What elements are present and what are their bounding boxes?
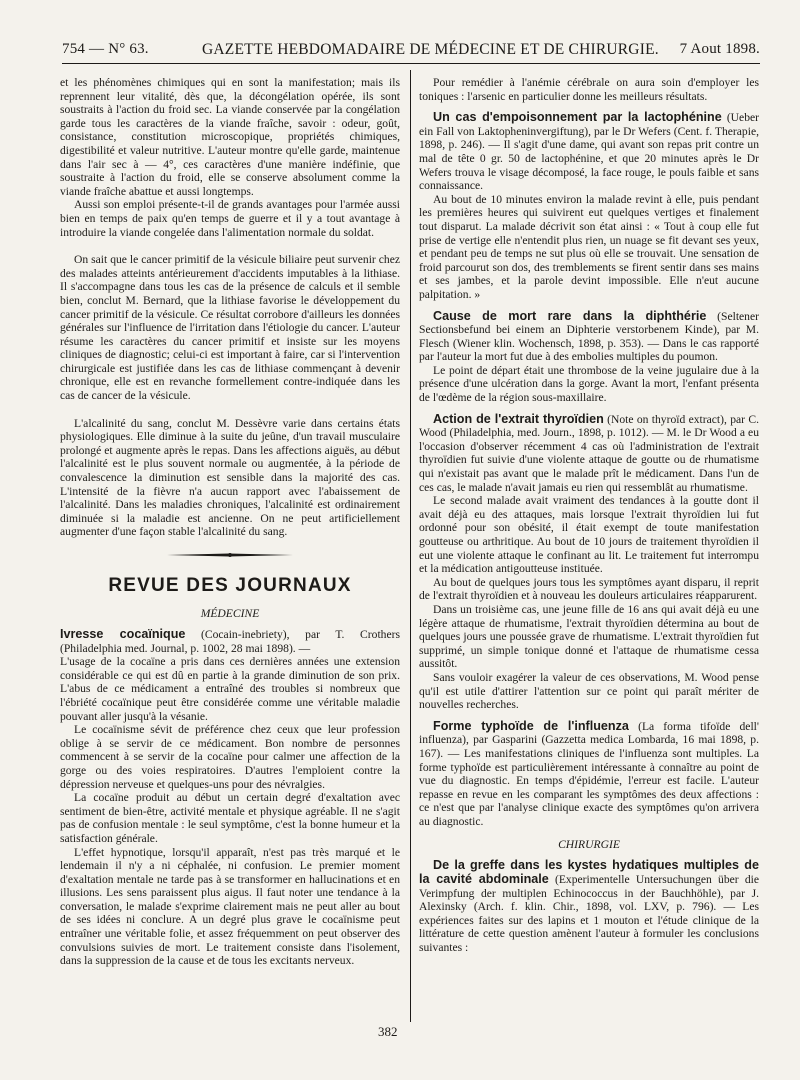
paragraph: L'effet hypnotique, lorsqu'il apparaît, n'est pas très marqué et le lendemain il n'y a ni céphalée, ni confusion. Le premier moment d'exaltation mentale ne tarde pas à se transformer en hallucinations et en illusions. Les sens paraissent plus aigus. Il faut noter une tendance à la conversation, le malade s'exprime clairement mais ne peut aller au bout de ses idées ni conclure. A un degré plus grave le cocaïnisme peut entraîner une véritable folie, et assez fréquemment on peut observer des convulsions suivies de mort. Le traitement consiste dans l'isolement, dans la suppression de la cause et de tous les excitants nerveux. bbox=[60, 845, 400, 968]
article-lead bbox=[419, 111, 759, 193]
article-text: Dans le cas rapporté par l'auteur la mort fut due à des embolies multiples du poumon. bbox=[419, 336, 759, 364]
paragraph: Sans vouloir exagérer la valeur de ces observations, M. Wood pense qu'il est utile d'attirer l'attention sur ce point qui paraît mériter de nouvelles recherches. bbox=[419, 670, 759, 712]
paragraph: Au bout de 10 minutes environ la malade revint à elle, puis pendant les premières heures qui suivirent eut quelques vertiges et finalement tout disparut. La malade décrivit son état ainsi : « Tout à coup elle fut prise de vertige elle n'entendit plus rien, un nuage se fit devant ses yeux, et pendant peu de temps ne sut plus où elle se trouvait. Une sensation de froid parcourut son dos, des tremblements se firent sentir dans ses mains et ses jambes, et la parole devint impossible. Elle n'eut aucune palpitation. » bbox=[419, 192, 759, 301]
page-number-issue: 754 — N° 63. bbox=[62, 41, 149, 57]
article-reference: (Experimentelle Untersuchungen über die Verimpfung der multiplen Echinococcus in der Bauchhöhle), par J. Alexinsky (Arch. f. klin. Chir., 1898, vol. LXV, p. 796). — bbox=[419, 873, 759, 914]
article-reference: (Note on thyroïd extract), par C. Wood (Philadelphia, med. Journ., 1898, p. 1012). — bbox=[419, 412, 759, 440]
article-text: Les manifestations cliniques de l'influenza sont multiples. La forme typhoïde est particulièrement intéressante à connaître au point de vue du diagnostic. En temps d'épidémie, l'erreur est facile. L'auteur repasse en revue en les comparant les symptômes des deux affections : ce n'est que par l'analyse clinique exacte des symptômes qu'on arrivera au diagnostic. bbox=[419, 746, 759, 828]
article-title: De la greffe dans les kystes hydatiques multiples de la cavité abdominale bbox=[419, 858, 759, 887]
article-title: Un cas d'empoisonnement par la lactophénine bbox=[433, 110, 722, 125]
paragraph: et les phénomènes chimiques qui en sont la manifestation; mais ils reprennent leur vitalité, dès que, la décongélation opérée, ils sont soustraits à l'action du froid sec. La viande conservée par la congélation garde tous les caractères de la viande fraîche, savoir : odeur, goût, consistance, constitution microscopique, propriétés chimiques, digestibilité et valeur nutritive. L'auteur montre qu'elle garde, maintenue dans l'air sec à — 4°, ces caractères d'une manière indéfinie, que soustraite à l'action du froid, elle se conserve absolument comme la viande fraîche abattue et aussi longtemps. bbox=[60, 76, 400, 198]
folio-number: 382 bbox=[378, 1024, 398, 1039]
issue-date: 7 Aout 1898. bbox=[679, 41, 760, 57]
paragraph: On sait que le cancer primitif de la vésicule biliaire peut survenir chez des malades atteints antérieurement d'accidents imputables à la lithiase. Il s'accompagne dans tous les cas de la présence de calculs et il semble bien, conclut M. Bernard, que la lithiase favorise le développement du cancer primitif de la vésicule. Ce résultat corrobore d'ailleurs les données générales sur l'influence de l'irritation dans l'étiologie du cancer. L'auteur résume les caractères du cancer primitif et insiste sur les moyens cliniques de diagnostic; celui-ci est important à faire, car si l'intervention chirurgicale est justifiée dans les cas de lithiase commençant à devenir chronique, elle est en revanche formellement contre-indiquée dans les cas de cancer de la vésicule. bbox=[60, 253, 400, 403]
running-header bbox=[62, 37, 760, 64]
article-text: M. le Dr Wood a eu l'occasion d'observer récemment 4 cas où l'administration de l'extrait thyroïdien fut suivie d'une violente attaque de goutte ou de rhumatisme qui n'existait pas avant que le malade prît le médicament. Dans l'un de ces cas, le malade n'avait jamais eu rien qui ressemblât au rhumatisme. bbox=[419, 426, 759, 494]
article-lead bbox=[60, 628, 400, 655]
article-lead bbox=[419, 859, 759, 954]
paragraph: Aussi son emploi présente-t-il de grands avantages pour l'armée aussi bien en temps de paix qu'en temps de guerre et il y a tout avantage à introduire la viande congelée dans l'alimentation normale du soldat. bbox=[60, 198, 400, 239]
paragraph: Pour remédier à l'anémie cérébrale on aura soin d'employer les toniques : l'arsenic en particulier donne les meilleurs résultats. bbox=[419, 76, 759, 103]
article-title: Cause de mort rare dans la diphthérie bbox=[433, 308, 707, 323]
article-reference: (Seltener Sectionsbefund bei einem an Diphterie verstorbenem Kinde), par M. Flesch (Wiener klin. Wochensch, 1898, p. 353). — bbox=[419, 309, 759, 350]
section-title: REVUE DES JOURNAUX bbox=[108, 575, 352, 596]
paragraph: L'usage de la cocaïne a pris dans ces dernières années une extension considérable ce qui est dû en partie à la grande diminution de son prix. L'abus de ce médicament a entraîné des troubles si nombreux que l'ébriété cocaïnique peut être considérée comme une véritable maladie pouvant aller jusqu'à la vésanie. bbox=[60, 655, 400, 723]
paragraph: L'alcalinité du sang, conclut M. Dessèvre varie dans certains états physiologiques. Elle diminue à la suite du jeûne, d'un travail musculaire prolongé et augmente après le repas. Dans les affections aiguës, au début l'alcalinité est le plus souvent normale ou augmentée, à la période de convalescence la diminution est sensible dans la majorité des cas. L'intensité de la fièvre n'a aucun rapport avec l'abaissement de l'alcalinité. Dans les maladies chroniques, l'alcalinité est ordinairement diminuée si la maladie est ancienne. On ne peut artificiellement augmenter d'une façon stable l'alcalinité du sang. bbox=[60, 416, 400, 539]
article-lead bbox=[419, 310, 759, 364]
paragraph: Le second malade avait vraiment des tendances à la goutte dont il avait déjà eu des attaques, mais lorsque l'extrait thyroïdien lui fut ordonné pour son obésité, il était exempt de toute manifestation goutteuse ou arthritique. Au bout de 10 jours de traitement thyroïdien il eut une violente attaque le confinant au lit. Le traitement fut interrompu et la médication antigoutteuse instituée. bbox=[419, 494, 759, 576]
subsection-heading: MÉDECINE bbox=[200, 607, 260, 620]
left-column bbox=[60, 76, 400, 1016]
subsection-heading: CHIRURGIE bbox=[558, 838, 620, 852]
article-title: Forme typhoïde de l'influenza bbox=[433, 718, 629, 733]
paragraph: Le cocaïnisme sévit de préférence chez ceux que leur profession oblige à se servir de ce médicament. Bon nombre de personnes commencent à se servir de la cocaïne pour calmer une affection de la gorge ou des voies respiratoires. D'autres l'emploient contre la dépression nerveuse et quelques-uns pour des névralgies. bbox=[60, 723, 400, 791]
article-lead bbox=[419, 720, 759, 829]
paragraph: Le point de départ était une thrombose de la veine jugulaire due à la présence d'une ulcération dans la gorge. Avant la mort, l'enfant présenta de l'œdème de la région sous-maxillaire. bbox=[419, 363, 759, 405]
article-lead bbox=[419, 413, 759, 495]
article-title: Ivresse cocaïnique bbox=[60, 627, 186, 641]
article-title: Action de l'extrait thyroïdien bbox=[433, 411, 604, 426]
journal-title: GAZETTE HEBDOMADAIRE DE MÉDECINE ET DE CHIRURGIE. bbox=[202, 41, 659, 58]
paragraph: Au bout de quelques jours tous les symptômes ayant disparu, il reprit de l'extrait thyroïdien et à nouveau les douleurs articulaires réapparurent. bbox=[419, 575, 759, 603]
ornamental-rule bbox=[165, 549, 295, 561]
article-text: Il s'agit d'une dame, qui avant son repas prit contre un mal de tête 0 gr. 50 de lactophénine, et que 20 minutes après le Dr Wefers trouva le visage décomposé, la face rouge, le pouls faible et sans connaissance. bbox=[419, 138, 759, 193]
paragraph: La cocaïne produit au début un certain degré d'exaltation avec sentiment de bien-être, activité mentale et physique agréable. Il ne s'agit pas de confusion mentale : le seul symptôme, c'est la bonne humeur et la satisfaction générale. bbox=[60, 791, 400, 845]
article-reference: (Ueber ein Fall von Laktopheninvergiftung), par le Dr Wefers (Cent. f. Therapie, 1898, p. 246). — bbox=[419, 111, 759, 152]
right-column bbox=[419, 76, 759, 1016]
paragraph: Dans un troisième cas, une jeune fille de 16 ans qui avait déjà eu une légère attaque de rhumatisme, l'extrait thyroïdien détermina au bout de quelques jours une poussée grave de rhumatisme. L'extrait thyroïdien fut supprimé, un simple tonique donné et l'attaque de rhumatisme cessa aussitôt. bbox=[419, 602, 759, 671]
article-reference: (La forma tifoïde dell' influenza), par Gasparini (Gazzetta medica Lombarda, 16 mai 1898, p. 167). — bbox=[419, 719, 759, 760]
column-divider bbox=[410, 70, 411, 1022]
article-reference: (Cocain-inebriety), par T. Crothers (Philadelphia med. Journal, p. 1002, 28 mai 1898). — bbox=[60, 628, 400, 655]
article-text: Les expériences faites sur des lapins et 1 mouton et l'étude clinique de la littérature de cette question amènent l'auteur à formuler les conclusions suivantes : bbox=[419, 900, 759, 955]
